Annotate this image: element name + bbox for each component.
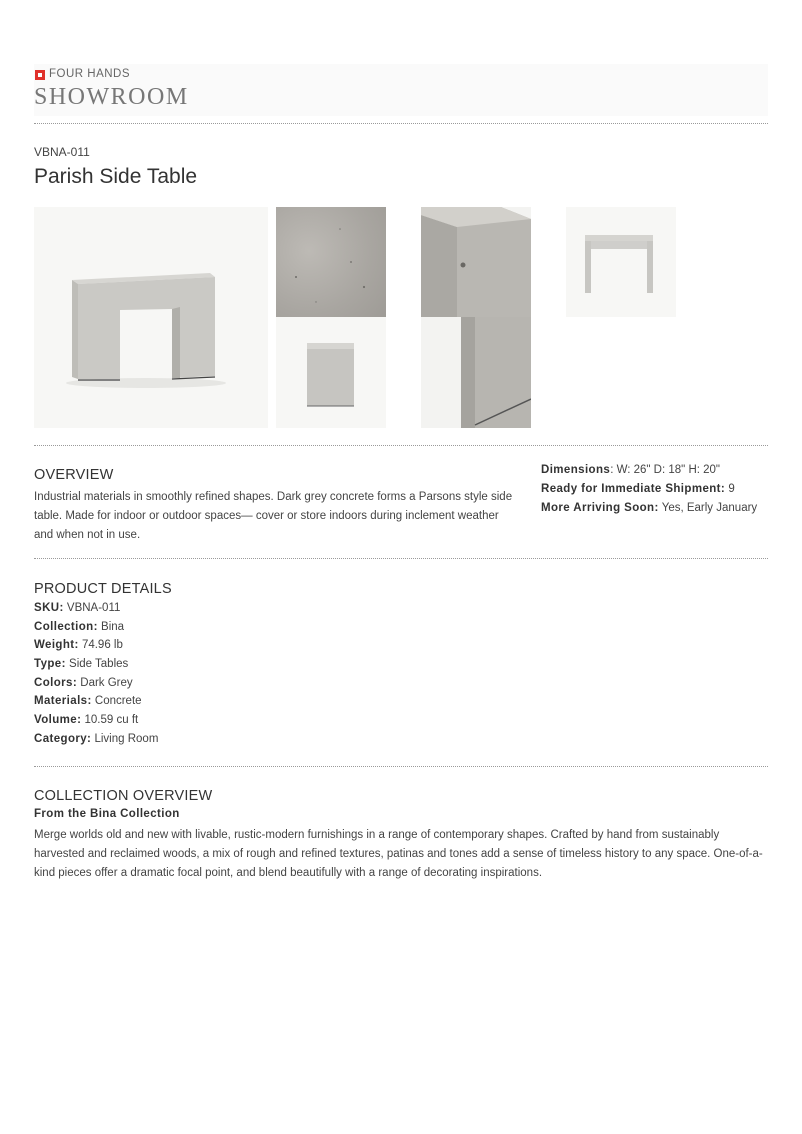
spec-arriving	[541, 502, 757, 521]
detail-row	[34, 621, 158, 640]
collection-subtitle	[34, 808, 180, 827]
detail-value: VBNA-011	[63, 602, 121, 614]
divider	[34, 445, 768, 446]
detail-row	[34, 733, 158, 752]
detail-value: 74.96 lb	[78, 639, 123, 652]
product-details-list	[34, 602, 158, 752]
detail-label: Volume:	[34, 714, 82, 727]
detail-label: Weight:	[34, 639, 79, 652]
collection-text: Merge worlds old and new with livable, rustic-modern furnishings in a range of contemporary shapes. Crafted by hand from sustainably harvested and reclaimed woods, a mix of rough and refined textures, patinas and tones add a sense of timeless history to any space. One-of-a-kind pieces offer a dramatic focal point, and blend beautifully with a range of decorating inspirations.	[34, 829, 763, 879]
overview-text: Industrial materials in smoothly refined shapes. Dark grey concrete forms a Parsons style side table. Made for indoor or outdoor spaces— cover or store indoors during inclement weather and when not in use.	[34, 491, 513, 541]
showroom-wordmark: SHOWROOM	[34, 84, 189, 110]
detail-value: Dark Grey	[77, 676, 133, 689]
detail-label: SKU:	[34, 602, 64, 614]
divider	[34, 766, 768, 767]
spec-label: Ready for Immediate Shipment:	[541, 483, 726, 495]
spec-label: Dimensions	[541, 464, 611, 476]
product-details-title: PRODUCT DETAILS	[34, 581, 172, 597]
detail-value: Bina	[97, 620, 125, 633]
overview-title: OVERVIEW	[34, 467, 114, 483]
spec-value: 9	[725, 483, 735, 495]
collection-subtitle-text: From the Bina Collection	[34, 808, 180, 820]
spec-value: Yes, Early January	[658, 502, 758, 514]
concrete-texture-image	[276, 207, 386, 317]
detail-value: 10.59 cu ft	[81, 714, 139, 727]
detail-value: Concrete	[91, 695, 142, 708]
spec-dimensions	[541, 464, 720, 483]
divider	[34, 123, 768, 124]
divider	[34, 558, 768, 559]
detail-label: Collection:	[34, 620, 98, 633]
spec-value: : W: 26" D: 18" H: 20"	[610, 464, 721, 476]
detail-label: Type:	[34, 658, 66, 671]
detail-row	[34, 695, 158, 714]
brand-name: FOUR HANDS	[49, 68, 131, 80]
detail-value: Living Room	[91, 732, 159, 745]
product-sku: VBNA-011	[34, 145, 90, 159]
spec-shipment	[541, 483, 735, 502]
detail-label: Colors:	[34, 676, 78, 689]
table-side-view-image	[566, 207, 676, 317]
table-small-thumbnail-image	[276, 317, 386, 428]
collection-overview-title: COLLECTION OVERVIEW	[34, 788, 213, 804]
table-corner-closeup-image	[421, 207, 531, 317]
spec-label: More Arriving Soon:	[541, 502, 659, 514]
detail-row	[34, 602, 158, 621]
detail-row	[34, 714, 158, 733]
detail-row	[34, 639, 158, 658]
detail-value: Side Tables	[65, 658, 129, 671]
side-table-front-image	[34, 207, 268, 428]
detail-row	[34, 677, 158, 696]
product-title: Parish Side Table	[34, 165, 198, 188]
product-gallery	[34, 207, 768, 428]
detail-row	[34, 658, 158, 677]
four-hands-logo-icon	[35, 70, 45, 80]
detail-label: Category:	[34, 732, 92, 745]
detail-label: Materials:	[34, 695, 92, 708]
table-leg-closeup-image	[421, 317, 531, 428]
